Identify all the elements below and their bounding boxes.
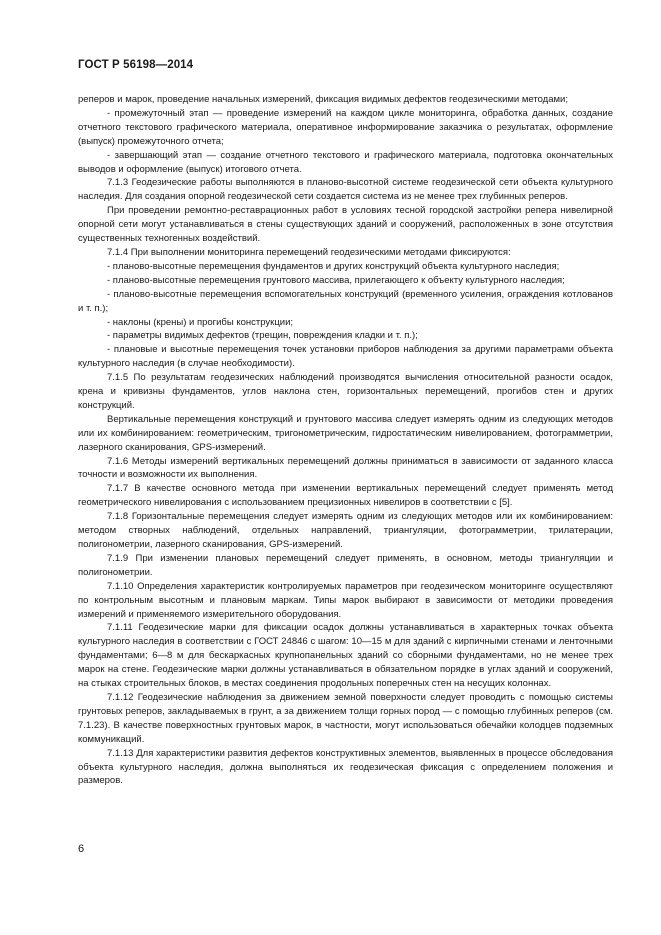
paragraph: реперов и марок, проведение начальных измерений, фиксация видимых дефектов геодезическими методами; — [78, 94, 568, 105]
paragraph: При проведении ремонтно-реставрационных работ в условиях тесной городской застройки репера нивелирной опорной сети могут устанавливаться в стены существующих зданий и сооружений, расположенных в зоне отсутствия существенных техногенных воздействий. — [78, 205, 613, 245]
paragraph: - плановые и высотные перемещения точек установки приборов наблюдения за другими параметрами объекта культурного наследия (в случае необходимости). — [78, 344, 613, 370]
paragraph: - планово-высотные перемещения грунтового массива, прилегающего к объекту культурного наследия; — [107, 274, 565, 286]
paragraph: 7.1.4 При выполнении мониторинга перемещений геодезическими методами фиксируются: — [107, 246, 511, 258]
body-text — [78, 93, 613, 788]
paragraph: - планово-высотные перемещения фундаментов и других конструкций объекта культурного наследия; — [107, 260, 560, 272]
paragraph: - промежуточный этап — проведение измерений на каждом цикле мониторинга, обработка данных, создание отчетного текстового графического материала, оперативное информирование заказчика о результатах, оформление (выпуск) промежуточного отчета; — [78, 107, 613, 147]
paragraph: 7.1.5 По результатам геодезических наблюдений производятся вычисления относительной разности осадок, крена и кривизны фундаментов, углов наклона стен, горизонтальных перемещений, прогибов стен и других конструкций. — [78, 372, 613, 411]
paragraph: 7.1.9 При изменении плановых перемещений следует применять, в основном, методы триангуляции и полигонометрии. — [78, 552, 613, 578]
paragraph: - завершающий этап — создание отчетного текстового и графического материала, подготовка окончательных выводов и оформление (выпуск) итогового отчета. — [78, 149, 613, 175]
paragraph: 7.1.7 В качестве основного метода при изменении вертикальных перемещений следует применять метод геометрического нивелирования с использованием прецизионных нивелиров в соответствии с [5]. — [78, 483, 613, 509]
paragraph: 7.1.11 Геодезические марки для фиксации осадок должны устанавливаться в характерных точках объекта культурного наследия в соответствии с ГОСТ 24846 с шагом: 10—15 м для зданий с кирпичными стенами и ленточными фундаментами; 6—8 м для бескаркасных крупнопанельных зданий со сборными фундаментами, но не менее трех марок на стене. Геодезические марки должны устанавливаться в обязательном порядке в углах зданий и сооружений, на стыках строительных блоков, в местах соединения продольных поперечных стен на несущих колоннах. — [78, 622, 613, 690]
paragraph: - наклоны (крены) и прогибы конструкции; — [107, 316, 294, 328]
document-header: ГОСТ Р 56198—2014 — [78, 59, 194, 71]
paragraph: 7.1.13 Для характеристики развития дефектов конструктивных элементов, выявленных в процессе обследования объекта культурного наследия, должна выполняться их геодезическая фиксация с определением положения и размеров. — [78, 747, 613, 787]
page-number: 6 — [78, 843, 85, 855]
paragraph: - планово-высотные перемещения вспомогательных конструкций (временного усиления, ограждения котлованов и т. п.); — [78, 288, 613, 314]
paragraph: 7.1.12 Геодезические наблюдения за движением земной поверхности следует проводить с помощью системы грунтовых реперов, закладываемых в грунт, а за движением толщи горных пород — с помощью глубинных реперов (см. 7.1.23). В качестве поверхностных грунтовых марок, в частности, могут использоваться обечайки колодцев подземных коммуникаций. — [78, 691, 613, 745]
paragraph: 7.1.6 Методы измерений вертикальных перемещений должны приниматься в зависимости от заданного класса точности и возможности их выполнения. — [78, 455, 613, 481]
paragraph: 7.1.10 Определения характеристик контролируемых параметров при геодезическом мониторинге осуществляют по контрольным высотным и плановым маркам. Типы марок выбирают в зависимости от методики проведения измерений и применяемого измерительного оборудования. — [78, 580, 613, 620]
paragraph: - параметры видимых дефектов (трещин, повреждения кладки и т. п.); — [107, 330, 418, 342]
paragraph: 7.1.3 Геодезические работы выполняются в планово-высотной системе геодезической сети объекта культурного наследия. Для создания опорной геодезической сети создается система из не менее трех глубинных реперов. — [78, 177, 613, 203]
paragraph: 7.1.8 Горизонтальные перемещения следует измерять одним из следующих методов или их комбинированием: методом створных наблюдений, отдельных направлений, триангуляции, фотограмметрии, трилатерации, полигонометрии, лазерного сканирования, GPS-измерений. — [78, 511, 613, 550]
paragraph: Вертикальные перемещения конструкций и грунтового массива следует измерять одним из следующих методов или их комбинированием: геометрическим, тригонометрическим, гидростатическим нивелированием, фотограмметрии, лазерного сканирования, GPS-измерений. — [78, 413, 613, 453]
